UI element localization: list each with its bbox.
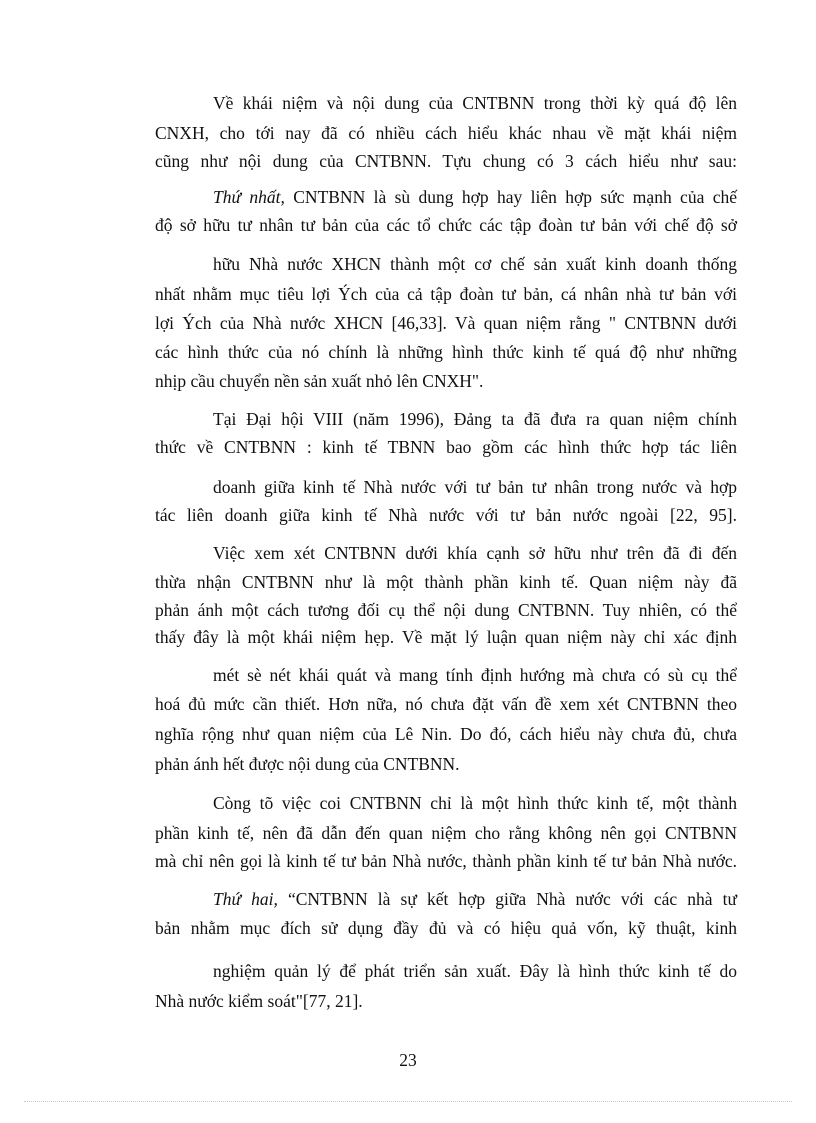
- text-line: mét sè nét khái quát và mang tính định hướng mà chưa có sù cụ thể: [213, 665, 737, 685]
- text-line: hữu Nhà nước XHCN thành một cơ chế sản xuất kinh doanh thống: [213, 254, 737, 274]
- text-line: phần kinh tế, nên đã dẫn đến quan niệm cho rằng không nên gọi CNTBNN: [155, 823, 737, 843]
- text-line: các hình thức của nó chính là những hình thức kinh tế quá độ như những: [155, 342, 737, 362]
- text-line: tác liên doanh giữa kinh tế Nhà nước với tư bản nước ngoài [22, 95].: [155, 505, 737, 525]
- text-line: nhịp cầu chuyển nền sản xuất nhỏ lên CNXH".: [155, 371, 484, 391]
- text-line: độ sở hữu tư nhân tư bản của các tổ chức các tập đoàn tư bản với chế độ sở: [155, 215, 737, 235]
- text-line: Còng tõ việc coi CNTBNN chỉ là một hình thức kinh tế, một thành: [213, 793, 737, 813]
- text-line: Việc xem xét CNTBNN dưới khía cạnh sở hữu như trên đã đi đến: [213, 543, 737, 563]
- text-line: nhất nhằm mục tiêu lợi Ých của cả tập đoàn tư bản, cá nhân nhà tư bản với: [155, 284, 737, 304]
- text-lead-italic: Thứ hai,: [213, 889, 278, 909]
- text-line: [213, 888, 737, 910]
- text-lead-italic: Thứ nhất,: [213, 187, 285, 207]
- text-line: thức về CNTBNN : kinh tế TBNN bao gồm các hình thức hợp tác liên: [155, 437, 737, 457]
- text-line-body: CNTBNN là sù dung hợp hay liên hợp sức mạnh của chế: [284, 187, 737, 207]
- text-line: mà chỉ nên gọi là kinh tế tư bản Nhà nước, thành phần kinh tế tư bản Nhà nước.: [155, 851, 737, 871]
- text-line: bản nhằm mục đích sử dụng đầy đủ và có hiệu quả vốn, kỹ thuật, kinh: [155, 918, 737, 938]
- text-line: hoá đủ mức cần thiết. Hơn nữa, nó chưa đặt vấn đề xem xét CNTBNN theo: [155, 694, 737, 714]
- page-number: 23: [399, 1050, 417, 1070]
- text-line: cũng như nội dung của CNTBNN. Tựu chung có 3 cách hiểu như sau:: [155, 151, 737, 171]
- text-line: doanh giữa kinh tế Nhà nước với tư bản tư nhân trong nước và hợp: [213, 477, 737, 497]
- text-line: Về khái niệm và nội dung của CNTBNN trong thời kỳ quá độ lên: [213, 93, 737, 113]
- text-line-body: “CNTBNN là sự kết hợp giữa Nhà nước với các nhà tư: [277, 889, 737, 909]
- page-bottom-divider: [24, 1101, 792, 1102]
- text-line: lợi Ých của Nhà nước XHCN [46,33]. Và quan niệm rằng " CNTBNN dưới: [155, 313, 737, 333]
- text-line: Nhà nước kiểm soát"[77, 21].: [155, 991, 363, 1011]
- text-line: nghĩa rộng như quan niệm của Lê Nin. Do đó, cách hiểu này chưa đủ, chưa: [155, 724, 737, 744]
- text-line: Tại Đại hội VIII (năm 1996), Đảng ta đã đưa ra quan niệm chính: [213, 409, 737, 429]
- text-line: thừa nhận CNTBNN như là một thành phần kinh tế. Quan niệm này đã: [155, 572, 737, 592]
- text-line: phản ánh hết được nội dung của CNTBNN.: [155, 754, 460, 774]
- text-line: nghiệm quản lý để phát triển sản xuất. Đây là hình thức kinh tế do: [213, 961, 737, 981]
- text-line: phản ánh một cách tương đối cụ thể nội dung CNTBNN. Tuy nhiên, có thể: [155, 600, 737, 620]
- text-line: [213, 186, 737, 208]
- text-line: thấy đây là một khái niệm hẹp. Về mặt lý luận quan niệm này chỉ xác định: [155, 627, 737, 647]
- text-line: CNXH, cho tới nay đã có nhiều cách hiểu khác nhau về mặt khái niệm: [155, 123, 737, 143]
